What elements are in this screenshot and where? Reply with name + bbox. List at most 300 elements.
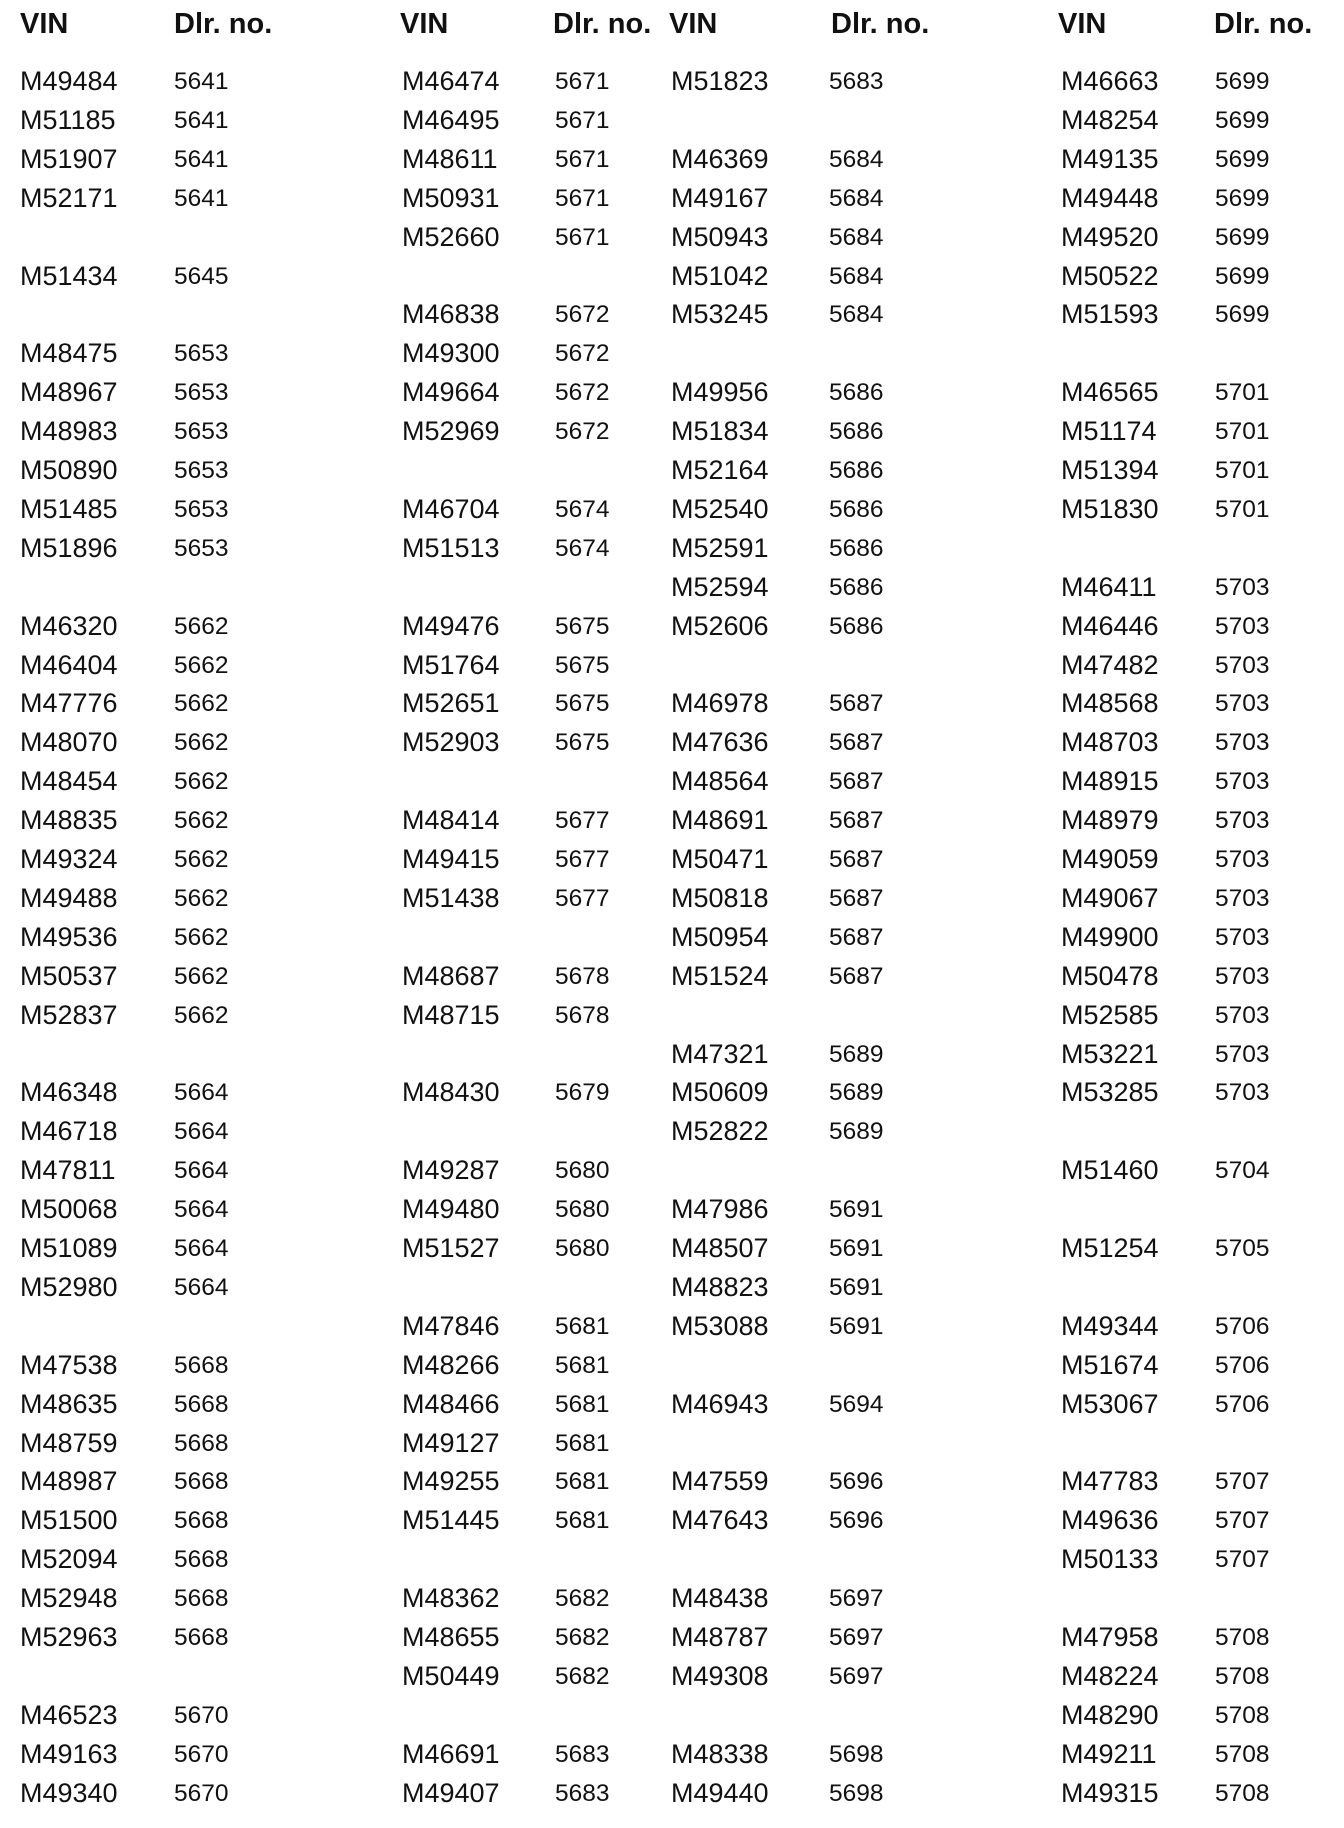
vin-row [402, 1428, 702, 1462]
vin-row [402, 611, 702, 645]
vin-value: M49163 [20, 1738, 118, 1769]
vin-row [1061, 1661, 1344, 1695]
vin-row [671, 1466, 971, 1500]
dealer-number: 5641 [174, 184, 229, 212]
vin-value: M47986 [671, 1194, 769, 1225]
vin-row [20, 805, 320, 839]
dealer-number: 5687 [829, 884, 884, 912]
dealer-number: 5691 [829, 1235, 884, 1262]
vin-row [671, 1311, 971, 1345]
dealer-number: 5703 [1215, 690, 1270, 718]
vin-value: M51907 [20, 143, 118, 174]
dealer-number: 5691 [829, 1273, 884, 1301]
vin-row [1061, 1466, 1344, 1500]
vin-value: M46691 [402, 1738, 500, 1769]
dealer-number: 5671 [555, 184, 610, 212]
vin-value: M52594 [671, 571, 769, 602]
vin-value: M51500 [20, 1505, 118, 1536]
dealer-number: 5670 [174, 1701, 229, 1729]
dealer-number: 5662 [174, 651, 229, 679]
dealer-number: 5683 [555, 1779, 610, 1807]
dealer-number: 5689 [829, 1040, 884, 1068]
vin-row [671, 416, 971, 450]
dealer-number: 5701 [1215, 379, 1270, 407]
dealer-number: 5703 [1215, 651, 1270, 679]
vin-value: M48703 [1061, 727, 1159, 758]
dealer-number: 5671 [555, 68, 610, 95]
vin-row [402, 144, 702, 178]
dealer-number: 5682 [555, 1662, 610, 1690]
vin-row [671, 922, 971, 956]
vin-value: M47538 [20, 1349, 118, 1380]
vin-row [671, 1039, 971, 1073]
dealer-number: 5687 [829, 962, 884, 990]
dealer-number: 5684 [829, 301, 884, 329]
dealer-number: 5675 [555, 612, 610, 640]
vin-value: M49308 [671, 1660, 769, 1691]
vin-row [1061, 261, 1344, 295]
dealer-number: 5705 [1215, 1235, 1270, 1262]
vin-row [671, 766, 971, 800]
vin-value: M48438 [671, 1583, 769, 1614]
dealer-number: 5699 [1215, 262, 1270, 290]
vin-value: M51438 [402, 882, 500, 913]
vin-row [671, 611, 971, 645]
vin-value: M47559 [671, 1466, 769, 1497]
dealer-number: 5672 [555, 379, 610, 407]
vin-row [20, 650, 320, 684]
vin-row [1061, 416, 1344, 450]
dealer-number: 5686 [829, 457, 884, 484]
vin-value: M53067 [1061, 1388, 1159, 1419]
vin-value: M52606 [671, 610, 769, 641]
vin-row [402, 1466, 702, 1500]
dealer-number: 5681 [555, 1390, 610, 1418]
dealer-column-header: Dlr. no. [1214, 8, 1313, 40]
vin-value: M48362 [402, 1583, 500, 1614]
vin-row [1061, 650, 1344, 684]
vin-row [402, 1622, 702, 1656]
vin-value: M48564 [671, 766, 769, 797]
dealer-number: 5662 [174, 846, 229, 873]
dealer-number: 5699 [1215, 68, 1270, 95]
vin-value: M48979 [1061, 805, 1159, 836]
vin-row [671, 455, 971, 489]
vin-row [20, 1583, 320, 1617]
dealer-number: 5662 [174, 612, 229, 640]
vin-row [1061, 1155, 1344, 1189]
vin-value: M48070 [20, 727, 118, 758]
vin-value: M49067 [1061, 882, 1159, 913]
dealer-number: 5681 [555, 1429, 610, 1457]
vin-row [402, 1194, 702, 1228]
vin-value: M49476 [402, 610, 500, 641]
vin-value: M49636 [1061, 1505, 1159, 1536]
vin-row [20, 961, 320, 995]
vin-value: M49520 [1061, 221, 1159, 252]
vin-value: M51896 [20, 532, 118, 563]
dealer-number: 5699 [1215, 301, 1270, 329]
vin-value: M49536 [20, 921, 118, 952]
vin-row [20, 1116, 320, 1150]
vin-value: M46943 [671, 1388, 769, 1419]
dealer-number: 5677 [555, 884, 610, 912]
vin-row [402, 650, 702, 684]
vin-row [20, 455, 320, 489]
dealer-number: 5678 [555, 962, 610, 990]
dealer-number: 5708 [1215, 1740, 1270, 1768]
vin-row [1061, 1000, 1344, 1034]
vin-row [671, 1194, 971, 1228]
vin-row [402, 1505, 702, 1539]
vin-value: M46446 [1061, 610, 1159, 641]
vin-row [671, 533, 971, 567]
vin-row [1061, 494, 1344, 528]
vin-row [20, 611, 320, 645]
vin-row [402, 222, 702, 256]
vin-row [402, 688, 702, 722]
vin-value: M49300 [402, 338, 500, 369]
dealer-number: 5698 [829, 1779, 884, 1807]
vin-row [671, 144, 971, 178]
vin-row [20, 1077, 320, 1111]
dealer-number: 5664 [174, 1196, 229, 1224]
vin-row [402, 1155, 702, 1189]
vin-value: M51174 [1061, 416, 1157, 447]
vin-value: M52651 [402, 688, 500, 719]
dealer-number: 5686 [829, 612, 884, 640]
vin-row [1061, 1700, 1344, 1734]
vin-value: M51394 [1061, 455, 1159, 485]
vin-value: M49211 [1061, 1738, 1157, 1769]
vin-value: M51042 [671, 260, 769, 291]
vin-row [402, 1778, 702, 1812]
vin-row [1061, 883, 1344, 917]
vin-column-header: VIN [20, 8, 69, 40]
vin-value: M49315 [1061, 1777, 1159, 1808]
dealer-number: 5681 [555, 1468, 610, 1496]
vin-row [671, 883, 971, 917]
vin-row [20, 1622, 320, 1656]
dealer-number: 5706 [1215, 1351, 1270, 1379]
vin-row [20, 338, 320, 372]
dealer-number: 5696 [829, 1507, 884, 1535]
dealer-number: 5683 [555, 1740, 610, 1768]
dealer-number: 5662 [174, 1001, 229, 1029]
vin-row [20, 883, 320, 917]
dealer-number: 5689 [829, 1079, 884, 1107]
vin-row [671, 572, 971, 606]
dealer-number: 5701 [1215, 418, 1270, 446]
vin-row [671, 1233, 971, 1267]
vin-value: M48987 [20, 1466, 118, 1497]
dealer-number: 5641 [174, 106, 229, 134]
vin-value: M53088 [671, 1310, 769, 1341]
vin-row [402, 377, 702, 411]
vin-row [402, 338, 702, 372]
vin-row [1061, 1544, 1344, 1578]
dealer-number: 5703 [1215, 1001, 1270, 1029]
vin-value: M49324 [20, 844, 118, 874]
vin-row [1061, 1039, 1344, 1073]
dealer-number: 5696 [829, 1468, 884, 1496]
vin-value: M50068 [20, 1194, 118, 1225]
vin-value: M50954 [671, 921, 769, 952]
dealer-number: 5684 [829, 223, 884, 251]
dealer-number: 5703 [1215, 807, 1270, 835]
vin-row [20, 66, 320, 100]
dealer-number: 5697 [829, 1662, 884, 1690]
vin-value: M52903 [402, 727, 500, 758]
vin-value: M48466 [402, 1388, 500, 1419]
vin-value: M51527 [402, 1233, 500, 1263]
vin-row [1061, 766, 1344, 800]
dealer-number: 5684 [829, 184, 884, 212]
vin-row [20, 261, 320, 295]
vin-value: M48475 [20, 338, 118, 369]
dealer-number: 5684 [829, 262, 884, 290]
vin-row [20, 1466, 320, 1500]
vin-value: M51485 [20, 493, 118, 524]
dealer-number: 5701 [1215, 495, 1270, 523]
dealer-number: 5662 [174, 962, 229, 990]
vin-column-header: VIN [400, 8, 449, 40]
vin-row [1061, 105, 1344, 139]
vin-row [20, 144, 320, 178]
vin-value: M48414 [402, 805, 500, 836]
dealer-number: 5677 [555, 846, 610, 873]
vin-value: M48338 [671, 1738, 769, 1769]
vin-row [20, 1155, 320, 1189]
dealer-number: 5687 [829, 923, 884, 951]
vin-row [20, 1428, 320, 1462]
dealer-number: 5653 [174, 379, 229, 407]
dealer-number: 5686 [829, 534, 884, 562]
dealer-number: 5697 [829, 1624, 884, 1651]
vin-row [402, 494, 702, 528]
dealer-number: 5664 [174, 1273, 229, 1301]
vin-value: M51764 [402, 649, 500, 680]
vin-row [1061, 222, 1344, 256]
dealer-number: 5697 [829, 1585, 884, 1613]
vin-row [20, 105, 320, 139]
dealer-number: 5687 [829, 729, 884, 757]
vin-value: M46495 [402, 104, 500, 135]
vin-value: M50943 [671, 221, 769, 252]
vin-row [20, 533, 320, 567]
vin-value: M50818 [671, 882, 769, 913]
vin-row [20, 1350, 320, 1384]
vin-row [20, 494, 320, 528]
vin-value: M53285 [1061, 1077, 1159, 1108]
vin-row [402, 533, 702, 567]
vin-value: M46663 [1061, 66, 1159, 96]
vin-value: M48687 [402, 960, 500, 991]
vin-value: M50471 [671, 844, 769, 874]
vin-value: M46411 [1061, 571, 1157, 602]
vin-value: M50133 [1061, 1544, 1159, 1575]
vin-value: M49448 [1061, 182, 1159, 213]
vin-row [20, 727, 320, 761]
vin-row [1061, 1389, 1344, 1423]
dealer-number: 5686 [829, 418, 884, 446]
vin-row [671, 1077, 971, 1111]
vin-value: M50609 [671, 1077, 769, 1108]
vin-value: M52585 [1061, 999, 1159, 1030]
vin-value: M47636 [671, 727, 769, 758]
dealer-number: 5671 [555, 106, 610, 134]
vin-row [20, 416, 320, 450]
dealer-number: 5686 [829, 495, 884, 523]
vin-value: M48967 [20, 377, 118, 408]
vin-row [402, 1739, 702, 1773]
dealer-number: 5678 [555, 1001, 610, 1029]
dealer-number: 5668 [174, 1585, 229, 1613]
vin-value: M53245 [671, 299, 769, 330]
vin-row [671, 377, 971, 411]
vin-value: M48290 [1061, 1699, 1159, 1730]
vin-row [671, 66, 971, 100]
vin-value: M52837 [20, 999, 118, 1030]
vin-row [1061, 1077, 1344, 1111]
dealer-number: 5671 [555, 223, 610, 251]
vin-value: M47846 [402, 1310, 500, 1341]
vin-row [671, 1116, 971, 1150]
vin-value: M48655 [402, 1622, 500, 1652]
vin-value: M50449 [402, 1660, 500, 1691]
vin-value: M50931 [402, 182, 500, 213]
dealer-number: 5703 [1215, 573, 1270, 601]
dealer-number: 5675 [555, 651, 610, 679]
vin-value: M48715 [402, 999, 500, 1030]
vin-row [1061, 1233, 1344, 1267]
vin-row [1061, 66, 1344, 100]
vin-value: M49255 [402, 1466, 500, 1497]
dealer-number: 5674 [555, 534, 610, 562]
dealer-number: 5675 [555, 729, 610, 757]
vin-row [20, 1389, 320, 1423]
vin-value: M47958 [1061, 1622, 1159, 1652]
vin-row [20, 1272, 320, 1306]
dealer-number: 5703 [1215, 962, 1270, 990]
vin-row [20, 688, 320, 722]
vin-value: M51524 [671, 960, 769, 991]
dealer-number: 5691 [829, 1196, 884, 1224]
dealer-number: 5703 [1215, 846, 1270, 873]
dealer-number: 5707 [1215, 1507, 1270, 1535]
vin-value: M51460 [1061, 1155, 1159, 1186]
vin-row [20, 844, 320, 878]
dealer-number: 5698 [829, 1740, 884, 1768]
vin-value: M51834 [671, 416, 769, 447]
vin-row [671, 805, 971, 839]
dealer-number: 5664 [174, 1157, 229, 1185]
vin-value: M46523 [20, 1699, 118, 1730]
vin-value: M52963 [20, 1622, 118, 1652]
vin-row [402, 1583, 702, 1617]
vin-value: M48266 [402, 1349, 500, 1380]
vin-value: M49287 [402, 1155, 500, 1186]
dealer-number: 5677 [555, 807, 610, 835]
dealer-number: 5668 [174, 1624, 229, 1651]
dealer-number: 5645 [174, 262, 229, 290]
vin-row [402, 1233, 702, 1267]
dealer-number: 5708 [1215, 1662, 1270, 1690]
vin-row [20, 1544, 320, 1578]
dealer-number: 5687 [829, 807, 884, 835]
vin-value: M46320 [20, 610, 118, 641]
dealer-number: 5689 [829, 1118, 884, 1146]
vin-value: M52171 [20, 182, 118, 213]
vin-value: M48691 [671, 805, 769, 836]
vin-row [402, 66, 702, 100]
vin-row [671, 1661, 971, 1695]
dealer-number: 5664 [174, 1118, 229, 1146]
vin-value: M48254 [1061, 104, 1159, 135]
vin-value: M51254 [1061, 1233, 1159, 1263]
dealer-number: 5641 [174, 68, 229, 95]
vin-row [402, 805, 702, 839]
vin-value: M51823 [671, 66, 769, 96]
vin-value: M49059 [1061, 844, 1159, 874]
vin-row [671, 1739, 971, 1773]
dealer-number: 5703 [1215, 884, 1270, 912]
dealer-number: 5680 [555, 1235, 610, 1262]
dealer-number: 5653 [174, 495, 229, 523]
vin-value: M49480 [402, 1194, 500, 1225]
vin-value: M51089 [20, 1233, 118, 1263]
vin-value: M48787 [671, 1622, 769, 1652]
dealer-number: 5662 [174, 807, 229, 835]
vin-row [1061, 922, 1344, 956]
dealer-column-header: Dlr. no. [174, 8, 273, 40]
dealer-number: 5699 [1215, 145, 1270, 173]
vin-row [20, 766, 320, 800]
dealer-number: 5671 [555, 145, 610, 173]
vin-value: M52540 [671, 493, 769, 524]
vin-row [1061, 144, 1344, 178]
vin-value: M46404 [20, 649, 118, 680]
dealer-number: 5684 [829, 145, 884, 173]
vin-value: M48823 [671, 1271, 769, 1302]
vin-row [402, 1311, 702, 1345]
dealer-number: 5699 [1215, 106, 1270, 134]
dealer-number: 5703 [1215, 923, 1270, 951]
vin-value: M51830 [1061, 493, 1159, 524]
vin-row [1061, 844, 1344, 878]
vin-value: M47776 [20, 688, 118, 719]
vin-value: M49440 [671, 1777, 769, 1808]
dealer-number: 5686 [829, 573, 884, 601]
vin-row [1061, 961, 1344, 995]
vin-row [1061, 1350, 1344, 1384]
vin-row [402, 1661, 702, 1695]
vin-row [671, 688, 971, 722]
vin-value: M48430 [402, 1077, 500, 1108]
vin-row [402, 1350, 702, 1384]
vin-row [402, 1389, 702, 1423]
vin-value: M48224 [1061, 1660, 1159, 1691]
vin-row [402, 1000, 702, 1034]
vin-row [402, 727, 702, 761]
vin-row [402, 299, 702, 333]
dealer-number: 5641 [174, 145, 229, 173]
vin-value: M49664 [402, 377, 500, 408]
vin-value: M52164 [671, 455, 769, 485]
vin-row [20, 1194, 320, 1228]
dealer-number: 5704 [1215, 1157, 1270, 1185]
dealer-number: 5707 [1215, 1468, 1270, 1496]
